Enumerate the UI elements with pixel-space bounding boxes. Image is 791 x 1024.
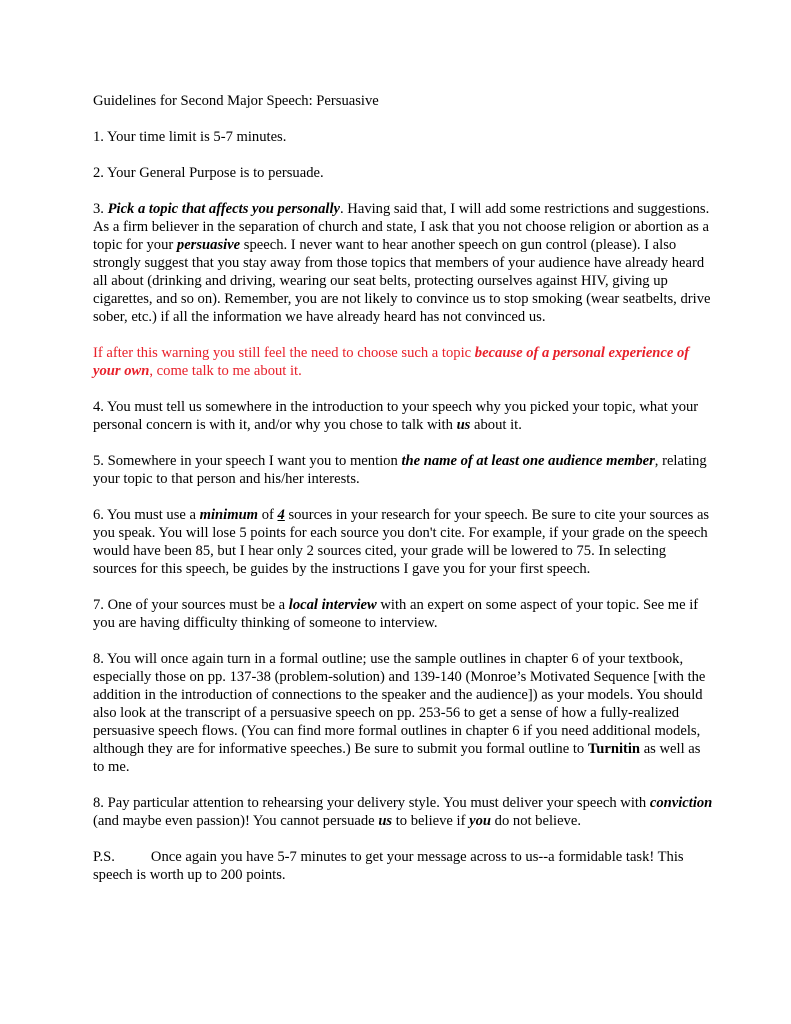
emphasis-text: persuasive [176,237,241,253]
emphasis-text: Turnitin [587,741,641,757]
emphasis-text: us [378,813,393,829]
item-sources: 6. You must use a minimum of 4 sources in your research for your speech. Be sure to cite your sources as you speak. You will lose 5 points for each source you don't cite. For example, if your grade on the speech would have been 85, but I hear only 2 sources cited, your grade will be lowered to 75. In selecting sources for this speech, be guides by the instructions I gave you for your first speech. [93,507,710,577]
item-formal-outline: 8. You will once again turn in a formal outline; use the sample outlines in chapter 6 of your textbook, especially those on pp. 137-38 (problem-solution) and 139-140 (Monroe’s Motivated Sequence [with the addition in the introduction of connections to the speaker and the audience]) as your models. You should also look at the transcript of a persuasive speech on pp. 253-56 to get a sense of how a fully-realized persuasive speech flows. (You can find more formal outlines in chapter 6 if you need additional models, although they are for informative speeches.) Be sure to submit you formal outline to Turnitin as well as to me. [93,651,706,775]
postscript [93,848,713,884]
item-local-interview: 7. One of your sources must be a local interview with an expert on some aspect of your topic. See me if you are having difficulty thinking of someone to interview. [93,597,699,631]
emphasis-text: 4 [277,507,285,523]
emphasis-text: minimum [199,507,259,523]
item-introduction: 4. You must tell us somewhere in the introduction to your speech why you picked your topic, what your personal concern is with it, and/or why you chose to talk with us about it. [93,399,699,433]
item-time-limit: 1. Your time limit is 5-7 minutes. [93,129,287,145]
item-topic: 3. Pick a topic that affects you personally. Having said that, I will add some restrictions and suggestions. As a firm believer in the separation of church and state, I ask that you not choose religion or abortion as a topic for your persuasive speech. I never want to hear another speech on gun control (please). I also strongly suggest that you stay away from those topics that members of your audience have already heard all about (drinking and driving, wearing our seat belts, protecting ourselves against HIV, giving up cigarettes, and so on). Remember, you are not likely to convince us to stop smoking (wear seatbelts, drive sober, etc.) if all the information we have already heard has not convinced us. [93,201,711,325]
postscript-text: Once again you have 5-7 minutes to get your message across to us--a formidable task! This speech is worth up to 200 points. [93,849,684,883]
emphasis-text: Pick a topic that affects you personally [107,201,340,217]
emphasis-text: the name of at least one audience member [401,453,655,469]
item-audience-member: 5. Somewhere in your speech I want you to mention the name of at least one audience member, relating your topic to that person and his/her interests. [93,453,707,487]
emphasis-text: because of a personal experience of your own [93,345,690,379]
item-general-purpose: 2. Your General Purpose is to persuade. [93,165,324,181]
postscript-label: P.S. [93,849,115,865]
emphasis-text: conviction [649,795,713,811]
warning-paragraph: If after this warning you still feel the need to choose such a topic because of a personal experience of your own, come talk to me about it. [93,345,690,379]
emphasis-text: local interview [288,597,377,613]
document-title: Guidelines for Second Major Speech: Persuasive [93,93,379,109]
document-page [93,92,713,902]
emphasis-text: you [469,813,491,829]
item-delivery-style: 8. Pay particular attention to rehearsing your delivery style. You must deliver your speech with conviction (and maybe even passion)! You cannot persuade us to believe if you do not believe. [93,795,713,829]
emphasis-text: us [456,417,471,433]
